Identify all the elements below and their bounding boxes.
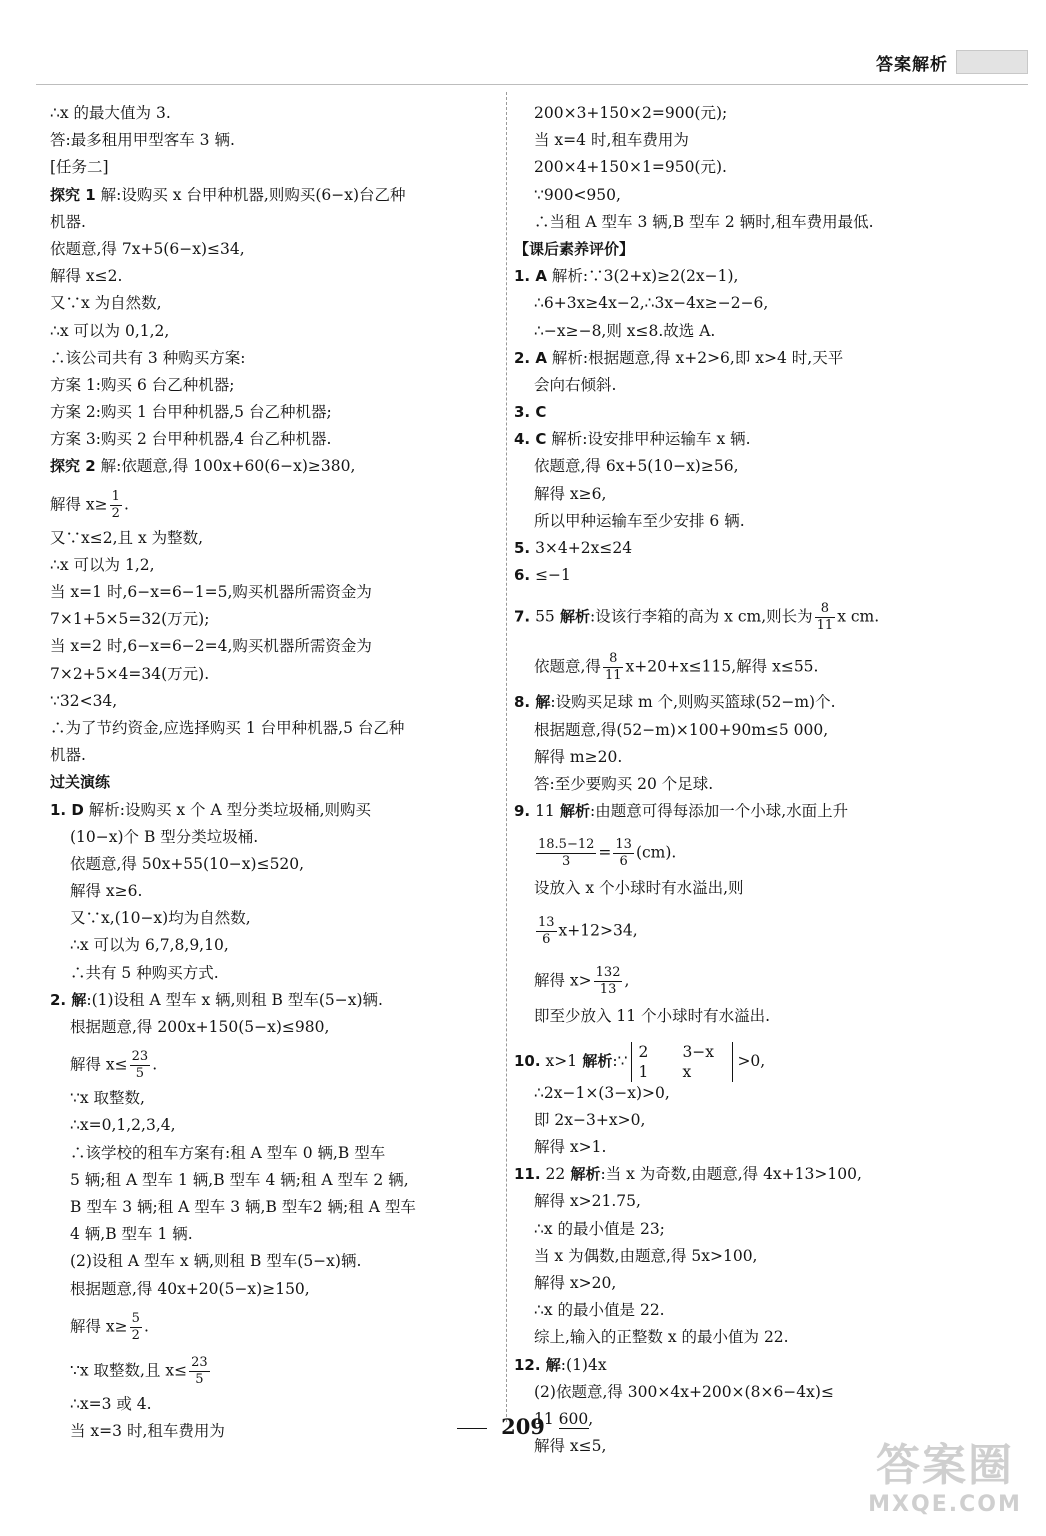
text-line: ∴x=0,1,2,3,4,: [70, 1116, 176, 1135]
dash-left: [457, 1428, 487, 1429]
text-line: [50, 1347, 495, 1391]
label: 10.: [514, 1051, 541, 1070]
text: x cm.: [837, 607, 880, 626]
text: 解得 x≥: [70, 1317, 128, 1336]
text-line: 根据题意,得 200x+150(5−x)≤980,: [70, 1018, 330, 1036]
text-line: 根据题意,得(52−m)×100+90m≤5 000,: [534, 720, 829, 739]
text-line: (10−x)个 B 型分类垃圾桶.: [70, 827, 259, 846]
text-line: 7×2+5×4=34(万元).: [50, 664, 210, 683]
denominator: 2: [111, 505, 120, 521]
label: 6.: [514, 566, 531, 585]
watermark-text: 答案圈: [876, 1440, 1014, 1491]
denominator: 5: [195, 1371, 204, 1387]
text-line: [50, 1303, 495, 1347]
text: =: [598, 843, 612, 862]
text-line: ∴x 的最大值为 3.: [50, 104, 171, 122]
text: :由题意可得每添加一个小球,水面上升: [590, 802, 849, 821]
text: x+20+x≤115,解得 x≤55.: [625, 657, 819, 676]
text-line: 依题意,得 50x+55(10−x)≤520,: [70, 854, 305, 873]
text: :(1)设租 A 型车 x 辆,则租 B 型车(5−x)辆.: [86, 990, 383, 1009]
numerator: 5: [131, 1310, 140, 1326]
denominator: 3: [562, 854, 571, 870]
numerator: 13: [538, 914, 555, 930]
text-line: 11 600,: [534, 1409, 594, 1428]
label: 3. C: [514, 403, 547, 422]
text-line: 当 x 为偶数,由题意,得 5x>100,: [534, 1246, 758, 1265]
text-line: 依题意,得 7x+5(6−x)≤34,: [50, 239, 245, 258]
text: :设购买足球 m 个,则购买篮球(52−m)个.: [550, 693, 836, 712]
fraction: [603, 651, 624, 684]
text-line: [514, 639, 979, 689]
text: :∵: [612, 1051, 628, 1070]
label: 7.: [514, 607, 531, 626]
text-line: [50, 987, 495, 1014]
fraction: [189, 1355, 210, 1388]
text: .: [152, 1055, 158, 1074]
text: .: [143, 1317, 149, 1336]
text-line: ∴为了节约资金,应选择购买 1 台甲种机器,5 台乙种: [50, 718, 405, 737]
text-line: 依题意,得 6x+5(10−x)≥56,: [534, 457, 739, 476]
label: 11.: [514, 1165, 541, 1184]
text-line: 解得 x≤5,: [534, 1437, 607, 1456]
label: 解析: [554, 802, 591, 821]
matrix-cell: x: [682, 1062, 692, 1081]
text: 依题意,得: [534, 657, 601, 676]
text-line: [50, 797, 495, 824]
text-line: ∴2x−1×(3−x)>0,: [534, 1083, 670, 1102]
label: 5.: [514, 539, 531, 557]
text-line: 当 x=4 时,租车费用为: [534, 131, 689, 150]
numerator: 18.5−12: [538, 837, 595, 853]
fraction: [130, 1049, 151, 1082]
text-line: [514, 426, 979, 453]
text: :当 x 为奇数,由题意,得 4x+13>100,: [600, 1165, 862, 1184]
denominator: 2: [131, 1327, 140, 1343]
text-line: 又∵x≤2,且 x 为整数,: [50, 528, 204, 547]
text-line: ∴x 的最小值是 22.: [534, 1301, 665, 1320]
text-line: 根据题意,得 40x+20(5−x)≥150,: [70, 1279, 310, 1298]
page-number: [0, 1414, 1046, 1439]
text-line: ∴x 可以为 6,7,8,9,10,: [70, 936, 229, 955]
text-line: 即 2x−3+x>0,: [534, 1110, 646, 1129]
text-line: 4 辆,B 型车 1 辆.: [70, 1225, 193, 1244]
matrix-cell: 1: [638, 1062, 649, 1081]
text: 解析:设安排甲种运输车 x 辆.: [546, 430, 751, 449]
numerator: 23: [191, 1354, 208, 1370]
watermark-logo: [860, 1440, 1030, 1530]
text-line: [50, 182, 495, 209]
text-line: ∴x=3 或 4.: [70, 1394, 152, 1413]
label: 2. 解: [50, 990, 87, 1009]
text-line: ∴该学校的租车方案有:租 A 型车 0 辆,B 型车: [70, 1143, 386, 1162]
text-line: ∴x 可以为 1,2,: [50, 555, 155, 574]
denominator: 13: [599, 981, 617, 997]
numerator: 1: [111, 488, 120, 504]
label: 探究 1: [50, 185, 96, 204]
header-decoration: [956, 50, 1028, 74]
text: 解析:∵3(2+x)≥2(2x−1),: [546, 267, 739, 286]
text-line: 解得 x>21.75,: [534, 1192, 641, 1211]
denominator: 6: [542, 931, 551, 947]
text-line: 方案 3:购买 2 台甲种机器,4 台乙种机器.: [50, 430, 332, 449]
numerator: 23: [131, 1049, 149, 1065]
text-line: 又∵x 为自然数,: [50, 294, 162, 313]
text: 解得 x≥: [50, 495, 108, 514]
label: 1. D: [50, 800, 84, 819]
text-line: ∴当租 A 型车 3 辆,B 型车 2 辆时,租车费用最低.: [534, 212, 874, 231]
text-line: 当 x=2 时,6−x=6−2=4,购买机器所需资金为: [50, 637, 372, 656]
text-line: 方案 2:购买 1 台甲种机器,5 台乙种机器;: [50, 403, 332, 422]
text-line: (2)依题意,得 300×4x+200×(8×6−4x)≤: [534, 1382, 834, 1401]
section-heading: 过关演练: [50, 773, 111, 792]
text-line: 又∵x,(10−x)均为自然数,: [70, 909, 251, 928]
fraction: [536, 837, 596, 870]
text-line: ∴共有 5 种购买方式.: [70, 963, 219, 982]
text-line: ∴6+3x≥4x−2,∴3x−4x≥−2−6,: [534, 294, 769, 313]
numerator: 132: [595, 964, 621, 980]
label: 8. 解: [514, 693, 551, 712]
text-line: [514, 1030, 979, 1080]
text-line: ∴x 的最小值是 23;: [534, 1219, 665, 1238]
text-line: 方案 1:购买 6 台乙种机器;: [50, 375, 235, 394]
text: (cm).: [635, 843, 677, 862]
text: x>1: [540, 1051, 578, 1070]
text: >0,: [737, 1051, 766, 1070]
denominator: 6: [619, 854, 628, 870]
numerator: 13: [615, 837, 632, 853]
fraction: [594, 965, 623, 998]
matrix-cell: 2: [638, 1042, 649, 1061]
fraction: [815, 601, 836, 634]
label: 12. 解: [514, 1355, 561, 1374]
label: 解析: [554, 607, 591, 626]
text-line: 解得 x>20,: [534, 1274, 617, 1292]
text-line: 所以甲种运输车至少安排 6 辆.: [534, 511, 745, 530]
fraction: [110, 489, 122, 522]
text-line: [50, 1041, 495, 1085]
text-line: 答:至少要购买 20 个足球.: [534, 774, 714, 793]
text: :设该行李箱的高为 x cm,则长为: [590, 607, 813, 626]
text-line: 机器.: [50, 212, 86, 231]
fraction: [130, 1311, 142, 1344]
text: 解析:根据题意,得 x+2>6,即 x>4 时,天平: [546, 348, 844, 367]
label: 9.: [514, 802, 531, 821]
text: 22: [540, 1165, 566, 1184]
numerator: 8: [603, 651, 624, 668]
text: 55: [530, 607, 555, 626]
text: 11: [530, 802, 555, 821]
text-line: 解得 x≤2.: [50, 267, 123, 286]
text-line: [514, 1352, 979, 1379]
text-line: 解得 x≥6.: [70, 882, 143, 901]
text-line: 设放入 x 个小球时有水溢出,则: [534, 879, 744, 898]
text: 解:设购买 x 台甲种机器,则购买(6−x)台乙种: [95, 185, 406, 204]
text-line: 5 辆;租 A 型车 1 辆,B 型车 4 辆;租 A 型车 2 辆,: [70, 1170, 409, 1189]
determinant: [631, 1042, 733, 1082]
text-line: 解得 x>1.: [534, 1138, 607, 1157]
text: ∵x 取整数,且 x≤: [70, 1361, 188, 1380]
watermark-url: MXQE.COM: [868, 1492, 1022, 1517]
label: 1. A: [514, 267, 547, 286]
text-line: [50, 481, 495, 525]
text-line: 会向右倾斜.: [534, 375, 617, 394]
label: 探究 2: [50, 457, 96, 476]
page-header: [876, 46, 1028, 78]
text-line: 答:最多租用甲型客车 3 辆.: [50, 131, 235, 150]
text-line: ∴−x≥−8,则 x≤8.故选 A.: [534, 321, 716, 340]
section-heading: 【课后素养评价】: [514, 239, 635, 258]
text-line: [514, 562, 979, 589]
text-line: 当 x=3 时,租车费用为: [70, 1421, 225, 1440]
denominator: 11: [816, 618, 834, 634]
text: x+12>34,: [558, 921, 638, 939]
text-line: [514, 399, 979, 426]
text-line: 解得 m≥20.: [534, 747, 623, 766]
text-line: 即至少放入 11 个小球时有水溢出.: [534, 1006, 771, 1025]
text: 3×4+2x≤24: [530, 539, 633, 557]
text-line: 200×3+150×2=900(元);: [534, 104, 728, 122]
text-line: 机器.: [50, 746, 86, 765]
text: 解析:设购买 x 个 A 型分类垃圾桶,则购买: [83, 800, 372, 819]
column-divider: [506, 92, 507, 1422]
text-line: 200×4+150×1=950(元).: [534, 158, 727, 177]
text: 解得 x>: [534, 971, 592, 989]
text-line: [514, 953, 979, 1003]
text: ,: [624, 971, 630, 989]
text: 解得 x≤: [70, 1055, 128, 1074]
header-divider: [36, 84, 1028, 85]
text-line: ∵32<34,: [50, 691, 118, 710]
denominator: 11: [604, 668, 622, 684]
text-line: 当 x=1 时,6−x=6−1=5,购买机器所需资金为: [50, 583, 372, 601]
text-line: ∵x 取整数,: [70, 1089, 145, 1108]
text-line: [514, 798, 979, 825]
text-line: [50, 453, 495, 480]
dash-right: [559, 1428, 589, 1429]
text-line: [514, 903, 979, 953]
text-line: B 型车 3 辆;租 A 型车 3 辆,B 型车2 辆;租 A 型车: [70, 1197, 416, 1216]
denominator: 5: [135, 1066, 145, 1082]
text: .: [123, 495, 129, 514]
fraction: [536, 915, 557, 948]
text-line: (2)设租 A 型车 x 辆,则租 B 型车(5−x)辆.: [70, 1252, 362, 1271]
text-line: 综上,输入的正整数 x 的最小值为 22.: [534, 1328, 789, 1347]
text-line: [514, 825, 979, 875]
left-column: [50, 100, 495, 1445]
page-number-value: 209: [501, 1414, 545, 1439]
label: 4. C: [514, 430, 547, 449]
section-heading: [任务二]: [50, 158, 109, 177]
text: :(1)4x: [560, 1355, 607, 1374]
label: 解析: [565, 1165, 601, 1184]
text: 解:依题意,得 100x+60(6−x)≥380,: [95, 457, 356, 476]
text-line: [514, 535, 979, 562]
text-line: [514, 263, 979, 290]
label: 2. A: [514, 348, 547, 367]
text-line: ∵900<950,: [534, 185, 621, 204]
numerator: 8: [815, 601, 836, 618]
fraction: [613, 837, 634, 870]
right-column: [514, 100, 979, 1460]
text-line: ∴x 可以为 0,1,2,: [50, 321, 170, 340]
text-line: [514, 689, 979, 716]
matrix-cell: 3−x: [682, 1042, 715, 1061]
text-line: [514, 1161, 979, 1188]
text-line: 7×1+5×5=32(万元);: [50, 610, 210, 629]
text-line: [514, 589, 979, 639]
header-title: 答案解析: [876, 54, 948, 75]
text-line: 解得 x≥6,: [534, 484, 607, 503]
text-line: [514, 345, 979, 372]
label: 解析: [577, 1051, 613, 1070]
text: ≤−1: [530, 566, 571, 585]
text-line: ∴该公司共有 3 种购买方案:: [50, 348, 246, 367]
